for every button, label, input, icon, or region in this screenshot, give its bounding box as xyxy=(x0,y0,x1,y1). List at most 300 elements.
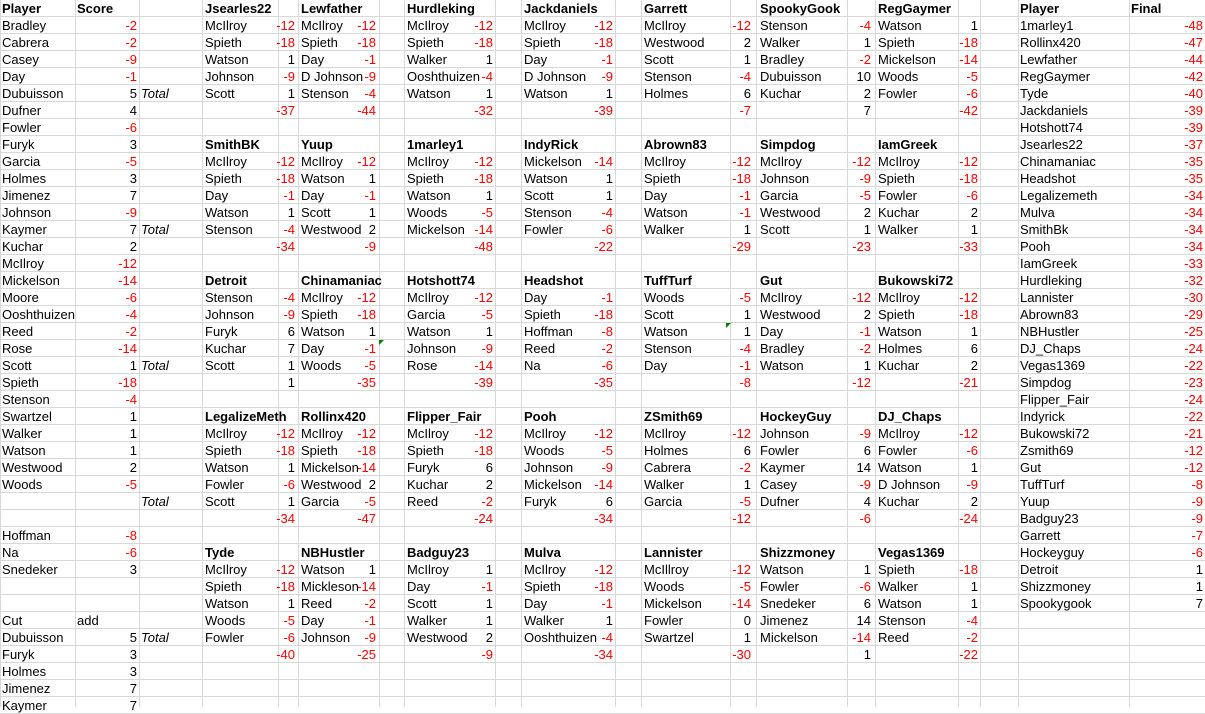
team-name[interactable]: Jsearles22 xyxy=(205,1,272,16)
golfer-name[interactable]: Mickelson xyxy=(2,273,60,288)
pick-golfer[interactable]: Furyk xyxy=(524,494,557,509)
pick-score[interactable]: -9 xyxy=(859,426,871,441)
team-name[interactable]: DJ_Chaps xyxy=(878,409,942,424)
pick-score[interactable]: 1 xyxy=(605,171,613,186)
pick-golfer[interactable]: McIllroy xyxy=(644,562,689,577)
pick-golfer[interactable]: Watson xyxy=(760,358,804,373)
header-final-player[interactable]: Player xyxy=(1020,1,1060,16)
pick-golfer[interactable]: Watson xyxy=(644,324,688,339)
final-player-name[interactable]: Garrett xyxy=(1020,528,1061,543)
pick-golfer[interactable]: Johnson xyxy=(301,630,351,645)
pick-score[interactable]: -2 xyxy=(601,341,613,356)
golfer-name[interactable]: Reed xyxy=(2,324,34,339)
final-score[interactable]: -34 xyxy=(1184,222,1203,237)
team-name[interactable]: Garrett xyxy=(644,1,688,16)
golfer-name[interactable]: Fowler xyxy=(2,120,42,135)
golfer-name[interactable]: Jimenez xyxy=(2,188,51,203)
pick-score[interactable]: -4 xyxy=(481,69,493,84)
pick-score[interactable]: 1 xyxy=(743,477,751,492)
pick-golfer[interactable]: Watson xyxy=(301,562,345,577)
pick-golfer[interactable]: Reed xyxy=(524,341,556,356)
pick-golfer[interactable]: McIlroy xyxy=(878,290,920,305)
pick-golfer[interactable]: Mickelson xyxy=(524,154,582,169)
pick-score[interactable]: -12 xyxy=(959,154,978,169)
pick-score[interactable]: 2 xyxy=(863,205,871,220)
pick-golfer[interactable]: D Johnson xyxy=(878,477,941,492)
pick-score[interactable]: -18 xyxy=(959,307,978,322)
pick-golfer[interactable]: Westwood xyxy=(301,477,362,492)
golfer-name[interactable]: Snedeker xyxy=(2,562,58,577)
final-player-name[interactable]: Flipper_Fair xyxy=(1020,392,1090,407)
pick-golfer[interactable]: Woods xyxy=(644,579,685,594)
pick-score[interactable]: -6 xyxy=(601,358,613,373)
pick-score[interactable]: -12 xyxy=(474,426,493,441)
pick-golfer[interactable]: Spieth xyxy=(407,35,444,50)
pick-golfer[interactable]: Mickelson xyxy=(524,477,582,492)
golfer-score[interactable]: -8 xyxy=(125,528,137,543)
pick-score[interactable]: -14 xyxy=(357,460,376,475)
pick-golfer[interactable]: Watson xyxy=(205,596,249,611)
pick-golfer[interactable]: Watson xyxy=(878,460,922,475)
final-player-name[interactable]: Chinamaniac xyxy=(1020,154,1096,169)
team-total[interactable]: -47 xyxy=(357,511,376,526)
pick-score[interactable]: -18 xyxy=(357,35,376,50)
pick-golfer[interactable]: Day xyxy=(524,596,548,611)
pick-golfer[interactable]: Stenson xyxy=(301,86,349,101)
pick-golfer[interactable]: Stenson xyxy=(644,341,692,356)
pick-golfer[interactable]: Spieth xyxy=(205,171,242,186)
pick-golfer[interactable]: Kuchar xyxy=(205,341,247,356)
pick-golfer[interactable]: D Johnson xyxy=(301,69,364,84)
pick-score[interactable]: -18 xyxy=(959,171,978,186)
golfer-score[interactable]: -2 xyxy=(125,18,137,33)
pick-golfer[interactable]: McIlroy xyxy=(205,18,247,33)
pick-score[interactable]: 6 xyxy=(970,341,978,356)
total-label[interactable]: Total xyxy=(141,630,169,645)
golfer-name[interactable]: Stenson xyxy=(2,392,50,407)
pick-score[interactable]: -18 xyxy=(594,307,613,322)
team-total[interactable]: -25 xyxy=(357,647,376,662)
pick-golfer[interactable]: Stenson xyxy=(205,290,253,305)
pick-golfer[interactable]: Holmes xyxy=(878,341,923,356)
golfer-score[interactable]: 1 xyxy=(129,426,137,441)
pick-score[interactable]: 1 xyxy=(368,205,376,220)
pick-golfer[interactable]: Woods xyxy=(524,443,565,458)
pick-score[interactable]: 1 xyxy=(970,18,978,33)
pick-golfer[interactable]: McIlroy xyxy=(407,154,449,169)
pick-golfer[interactable]: McIlroy xyxy=(760,154,802,169)
team-total[interactable]: 1 xyxy=(863,647,871,662)
final-score[interactable]: -23 xyxy=(1184,375,1203,390)
pick-golfer[interactable]: McIlroy xyxy=(644,18,686,33)
pick-score[interactable]: -18 xyxy=(474,171,493,186)
golfer-score[interactable]: 7 xyxy=(129,188,137,203)
pick-score[interactable]: -5 xyxy=(481,307,493,322)
golfer-name[interactable]: Day xyxy=(2,69,26,84)
team-name[interactable]: SmithBK xyxy=(205,137,260,152)
team-total[interactable]: -35 xyxy=(357,375,376,390)
golfer-score[interactable]: -2 xyxy=(125,35,137,50)
final-player-name[interactable]: DJ_Chaps xyxy=(1020,341,1081,356)
pick-score[interactable]: -5 xyxy=(739,579,751,594)
final-score[interactable]: -22 xyxy=(1184,409,1203,424)
pick-score[interactable]: 1 xyxy=(970,324,978,339)
pick-golfer[interactable]: Mickelson xyxy=(644,596,702,611)
final-score[interactable]: -39 xyxy=(1184,103,1203,118)
pick-score[interactable]: 2 xyxy=(485,630,493,645)
pick-golfer[interactable]: Walker xyxy=(760,35,800,50)
golfer-score[interactable]: 3 xyxy=(129,137,137,152)
golfer-score[interactable]: 3 xyxy=(129,171,137,186)
golfer-name[interactable]: McIlroy xyxy=(2,256,44,271)
pick-score[interactable]: 2 xyxy=(863,307,871,322)
pick-score[interactable]: -14 xyxy=(357,579,376,594)
pick-score[interactable]: -1 xyxy=(739,205,751,220)
pick-score[interactable]: -1 xyxy=(364,613,376,628)
team-name[interactable]: Jackdaniels xyxy=(524,1,598,16)
pick-score[interactable]: 6 xyxy=(863,443,871,458)
pick-golfer[interactable]: Johnson xyxy=(205,307,255,322)
total-label[interactable]: Total xyxy=(141,494,169,509)
final-player-name[interactable]: Bukowski72 xyxy=(1020,426,1090,441)
golfer-name[interactable]: Westwood xyxy=(2,460,63,475)
pick-score[interactable]: -14 xyxy=(474,222,493,237)
pick-score[interactable]: 0 xyxy=(743,613,751,628)
golfer-score[interactable]: -6 xyxy=(125,545,137,560)
pick-golfer[interactable]: Spieth xyxy=(524,35,561,50)
pick-golfer[interactable]: Day xyxy=(301,52,325,67)
comment-marker-icon[interactable] xyxy=(726,323,731,328)
pick-score[interactable]: -4 xyxy=(739,69,751,84)
team-total[interactable]: 1 xyxy=(287,375,295,390)
pick-golfer[interactable]: McIlroy xyxy=(407,18,449,33)
golfer-name[interactable]: Rose xyxy=(2,341,33,356)
final-player-name[interactable]: Detroit xyxy=(1020,562,1059,577)
golfer-name[interactable]: Johnson xyxy=(2,205,52,220)
pick-golfer[interactable]: Woods xyxy=(644,290,685,305)
team-name[interactable]: Simpdog xyxy=(760,137,816,152)
pick-golfer[interactable]: Mickelson xyxy=(407,222,465,237)
golfer-name[interactable]: Cabrera xyxy=(2,35,49,50)
pick-score[interactable]: -18 xyxy=(959,562,978,577)
pick-score[interactable]: -5 xyxy=(966,69,978,84)
pick-score[interactable]: -6 xyxy=(601,222,613,237)
team-name[interactable]: IamGreek xyxy=(878,137,938,152)
pick-golfer[interactable]: Westwood xyxy=(760,205,821,220)
final-score[interactable]: -47 xyxy=(1184,35,1203,50)
pick-golfer[interactable]: Reed xyxy=(301,596,333,611)
pick-score[interactable]: -14 xyxy=(852,630,871,645)
pick-score[interactable]: 1 xyxy=(863,35,871,50)
pick-score[interactable]: -12 xyxy=(357,18,376,33)
pick-score[interactable]: -18 xyxy=(474,443,493,458)
team-name[interactable]: Flipper_Fair xyxy=(407,409,482,424)
team-total[interactable]: -42 xyxy=(959,103,978,118)
pick-golfer[interactable]: Ooshthuizen xyxy=(407,69,480,84)
team-total[interactable]: -22 xyxy=(594,239,613,254)
pick-golfer[interactable]: Day xyxy=(301,613,325,628)
pick-score[interactable]: -4 xyxy=(601,205,613,220)
golfer-name[interactable]: Walker xyxy=(2,426,42,441)
cut-golfer-score[interactable]: 5 xyxy=(129,630,137,645)
pick-golfer[interactable]: Kuchar xyxy=(878,358,920,373)
golfer-score[interactable]: -14 xyxy=(118,273,137,288)
pick-golfer[interactable]: Watson xyxy=(301,324,345,339)
pick-score[interactable]: -1 xyxy=(739,358,751,373)
team-total[interactable]: -32 xyxy=(474,103,493,118)
pick-score[interactable]: -1 xyxy=(601,52,613,67)
team-name[interactable]: SpookyGook xyxy=(760,1,841,16)
pick-score[interactable]: 6 xyxy=(743,86,751,101)
final-score[interactable]: -24 xyxy=(1184,341,1203,356)
pick-golfer[interactable]: Spieth xyxy=(524,307,561,322)
pick-golfer[interactable]: Walker xyxy=(644,222,684,237)
pick-score[interactable]: -2 xyxy=(364,596,376,611)
pick-golfer[interactable]: Spieth xyxy=(878,171,915,186)
golfer-score[interactable]: -6 xyxy=(125,290,137,305)
pick-score[interactable]: 1 xyxy=(485,188,493,203)
team-total[interactable]: -34 xyxy=(276,511,295,526)
pick-score[interactable]: 14 xyxy=(856,460,871,475)
pick-golfer[interactable]: Day xyxy=(524,52,548,67)
pick-golfer[interactable]: McIlroy xyxy=(760,290,802,305)
pick-golfer[interactable]: Mickleson xyxy=(301,579,359,594)
pick-score[interactable]: 1 xyxy=(368,324,376,339)
pick-score[interactable]: -18 xyxy=(357,443,376,458)
team-name[interactable]: TuffTurf xyxy=(644,273,692,288)
pick-score[interactable]: -1 xyxy=(364,188,376,203)
pick-golfer[interactable]: Furyk xyxy=(407,460,440,475)
pick-golfer[interactable]: Woods xyxy=(407,205,448,220)
pick-golfer[interactable]: McIlroy xyxy=(524,426,566,441)
team-name[interactable]: Rollinx420 xyxy=(301,409,367,424)
final-player-name[interactable]: Yuup xyxy=(1020,494,1050,509)
final-player-name[interactable]: Spookygook xyxy=(1020,596,1092,611)
pick-golfer[interactable]: D Johnson xyxy=(524,69,587,84)
pick-score[interactable]: -18 xyxy=(594,579,613,594)
pick-golfer[interactable]: Reed xyxy=(878,630,910,645)
pick-golfer[interactable]: Walker xyxy=(644,477,684,492)
pick-golfer[interactable]: Rose xyxy=(407,358,438,373)
team-name[interactable]: IndyRick xyxy=(524,137,579,152)
pick-golfer[interactable]: Bradley xyxy=(760,341,805,356)
pick-score[interactable]: -4 xyxy=(966,613,978,628)
pick-score[interactable]: -12 xyxy=(732,18,751,33)
pick-golfer[interactable]: Garcia xyxy=(301,494,340,509)
team-name[interactable]: Gut xyxy=(760,273,783,288)
pick-golfer[interactable]: Fowler xyxy=(878,443,918,458)
team-name[interactable]: Badguy23 xyxy=(407,545,470,560)
pick-score[interactable]: -4 xyxy=(364,86,376,101)
pick-score[interactable]: -18 xyxy=(276,35,295,50)
team-name[interactable]: Detroit xyxy=(205,273,247,288)
golfer-name[interactable]: Watson xyxy=(2,443,46,458)
pick-score[interactable]: 2 xyxy=(970,494,978,509)
pick-golfer[interactable]: Woods xyxy=(878,69,919,84)
golfer-name[interactable]: Dufner xyxy=(2,103,42,118)
final-player-name[interactable]: Vegas1369 xyxy=(1020,358,1086,373)
pick-score[interactable]: 2 xyxy=(368,477,376,492)
team-total[interactable]: -34 xyxy=(594,511,613,526)
final-score[interactable]: -12 xyxy=(1184,443,1203,458)
team-total[interactable]: -29 xyxy=(732,239,751,254)
pick-score[interactable]: 2 xyxy=(970,205,978,220)
golfer-name[interactable]: Kuchar xyxy=(2,239,44,254)
pick-score[interactable]: 1 xyxy=(368,171,376,186)
pick-golfer[interactable]: Stenson xyxy=(205,222,253,237)
pick-golfer[interactable]: Holmes xyxy=(644,443,689,458)
pick-score[interactable]: -12 xyxy=(852,290,871,305)
pick-score[interactable]: -9 xyxy=(481,341,493,356)
final-score[interactable]: 7 xyxy=(1195,596,1203,611)
team-name[interactable]: Vegas1369 xyxy=(878,545,945,560)
final-player-name[interactable]: Rollinx420 xyxy=(1020,35,1081,50)
golfer-score[interactable]: -9 xyxy=(125,205,137,220)
final-player-name[interactable]: Simpdog xyxy=(1020,375,1072,390)
pick-score[interactable]: 1 xyxy=(485,86,493,101)
final-player-name[interactable]: TuffTurf xyxy=(1020,477,1065,492)
pick-golfer[interactable]: Mickelson xyxy=(878,52,936,67)
final-player-name[interactable]: Hurdleking xyxy=(1020,273,1083,288)
team-total[interactable]: 7 xyxy=(863,103,871,118)
pick-golfer[interactable]: McIlroy xyxy=(524,562,566,577)
pick-score[interactable]: -1 xyxy=(601,596,613,611)
team-name[interactable]: Pooh xyxy=(524,409,557,424)
pick-score[interactable]: 1 xyxy=(605,613,613,628)
pick-score[interactable]: -6 xyxy=(966,86,978,101)
pick-golfer[interactable]: McIlroy xyxy=(878,154,920,169)
pick-score[interactable]: -12 xyxy=(276,562,295,577)
team-total[interactable]: -8 xyxy=(739,375,751,390)
final-player-name[interactable]: Legalizemeth xyxy=(1020,188,1098,203)
pick-golfer[interactable]: Snedeker xyxy=(760,596,816,611)
team-total[interactable]: -9 xyxy=(364,239,376,254)
pick-golfer[interactable]: Stenson xyxy=(878,613,926,628)
pick-score[interactable]: 1 xyxy=(485,562,493,577)
golfer-name[interactable]: Na xyxy=(2,545,19,560)
pick-golfer[interactable]: Scott xyxy=(644,52,674,67)
pick-score[interactable]: 1 xyxy=(485,596,493,611)
pick-score[interactable]: 1 xyxy=(287,358,295,373)
golfer-score[interactable]: -2 xyxy=(125,324,137,339)
golfer-name[interactable]: Casey xyxy=(2,52,39,67)
team-total[interactable]: -9 xyxy=(481,647,493,662)
final-player-name[interactable]: Badguy23 xyxy=(1020,511,1079,526)
pick-golfer[interactable]: McIlroy xyxy=(301,18,343,33)
pick-golfer[interactable]: McIlroy xyxy=(301,154,343,169)
pick-score[interactable]: 6 xyxy=(863,596,871,611)
final-player-name[interactable]: NBHustler xyxy=(1020,324,1080,339)
pick-score[interactable]: -6 xyxy=(283,630,295,645)
total-label[interactable]: Total xyxy=(141,222,169,237)
pick-golfer[interactable]: Garcia xyxy=(760,188,799,203)
pick-score[interactable]: -12 xyxy=(357,290,376,305)
pick-score[interactable]: -1 xyxy=(481,579,493,594)
final-score[interactable]: -34 xyxy=(1184,205,1203,220)
pick-golfer[interactable]: Spieth xyxy=(205,579,242,594)
pick-score[interactable]: -9 xyxy=(601,460,613,475)
pick-golfer[interactable]: Mickelson xyxy=(760,630,818,645)
pick-golfer[interactable]: Dubuisson xyxy=(760,69,822,84)
golfer-score[interactable]: -4 xyxy=(125,307,137,322)
final-score[interactable]: -29 xyxy=(1184,307,1203,322)
pick-score[interactable]: -2 xyxy=(859,341,871,356)
pick-golfer[interactable]: Johnson xyxy=(760,171,810,186)
pick-score[interactable]: -18 xyxy=(959,35,978,50)
team-total[interactable]: -21 xyxy=(959,375,978,390)
golfer-name[interactable]: Ooshthuizen xyxy=(2,307,75,322)
pick-golfer[interactable]: Dufner xyxy=(760,494,800,509)
pick-score[interactable]: -2 xyxy=(739,460,751,475)
golfer-score[interactable]: 7 xyxy=(129,222,137,237)
team-name[interactable]: NBHustler xyxy=(301,545,365,560)
pick-score[interactable]: 1 xyxy=(970,460,978,475)
pick-golfer[interactable]: McIlroy xyxy=(205,562,247,577)
pick-score[interactable]: -18 xyxy=(594,35,613,50)
final-score[interactable]: -7 xyxy=(1191,528,1203,543)
pick-golfer[interactable]: Watson xyxy=(878,18,922,33)
golfer-score[interactable]: 5 xyxy=(129,86,137,101)
pick-score[interactable]: 1 xyxy=(743,52,751,67)
pick-golfer[interactable]: Bradley xyxy=(760,52,805,67)
pick-score[interactable]: -2 xyxy=(859,52,871,67)
pick-score[interactable]: 1 xyxy=(485,324,493,339)
pick-score[interactable]: 6 xyxy=(605,494,613,509)
pick-golfer[interactable]: Fowler xyxy=(760,579,800,594)
pick-golfer[interactable]: Spieth xyxy=(878,35,915,50)
pick-golfer[interactable]: Stenson xyxy=(524,205,572,220)
team-total[interactable]: -12 xyxy=(852,375,871,390)
final-score[interactable]: -25 xyxy=(1184,324,1203,339)
pick-score[interactable]: -1 xyxy=(364,341,376,356)
pick-score[interactable]: 2 xyxy=(368,222,376,237)
pick-golfer[interactable]: Day xyxy=(301,188,325,203)
pick-golfer[interactable]: Stenson xyxy=(644,69,692,84)
pick-golfer[interactable]: Watson xyxy=(407,324,451,339)
pick-score[interactable]: 6 xyxy=(485,460,493,475)
team-name[interactable]: Mulva xyxy=(524,545,561,560)
pick-golfer[interactable]: Scott xyxy=(205,86,235,101)
pick-score[interactable]: 10 xyxy=(856,69,871,84)
pick-score[interactable]: 1 xyxy=(970,222,978,237)
final-player-name[interactable]: Indyrick xyxy=(1020,409,1065,424)
final-player-name[interactable]: Tyde xyxy=(1020,86,1049,101)
pick-golfer[interactable]: Watson xyxy=(524,86,568,101)
team-total[interactable]: -37 xyxy=(276,103,295,118)
final-player-name[interactable]: RegGaymer xyxy=(1020,69,1091,84)
final-score[interactable]: -48 xyxy=(1184,18,1203,33)
pick-score[interactable]: -5 xyxy=(283,613,295,628)
team-total[interactable]: -33 xyxy=(959,239,978,254)
golfer-score[interactable]: 1 xyxy=(129,358,137,373)
pick-score[interactable]: 1 xyxy=(287,596,295,611)
pick-score[interactable]: -4 xyxy=(859,18,871,33)
pick-golfer[interactable]: Jimenez xyxy=(760,613,809,628)
pick-golfer[interactable]: Westwood xyxy=(407,630,468,645)
team-name[interactable]: Hurdleking xyxy=(407,1,475,16)
pick-score[interactable]: -4 xyxy=(283,222,295,237)
pick-score[interactable]: 1 xyxy=(743,324,751,339)
cut-golfer-score[interactable]: 7 xyxy=(129,698,137,713)
final-score[interactable]: -9 xyxy=(1191,494,1203,509)
pick-golfer[interactable]: Furyk xyxy=(205,324,238,339)
team-name[interactable]: Bukowski72 xyxy=(878,273,954,288)
team-total[interactable]: -40 xyxy=(276,647,295,662)
pick-score[interactable]: 1 xyxy=(743,630,751,645)
pick-score[interactable]: -12 xyxy=(276,426,295,441)
final-score[interactable]: -32 xyxy=(1184,273,1203,288)
team-name[interactable]: HockeyGuy xyxy=(760,409,832,424)
